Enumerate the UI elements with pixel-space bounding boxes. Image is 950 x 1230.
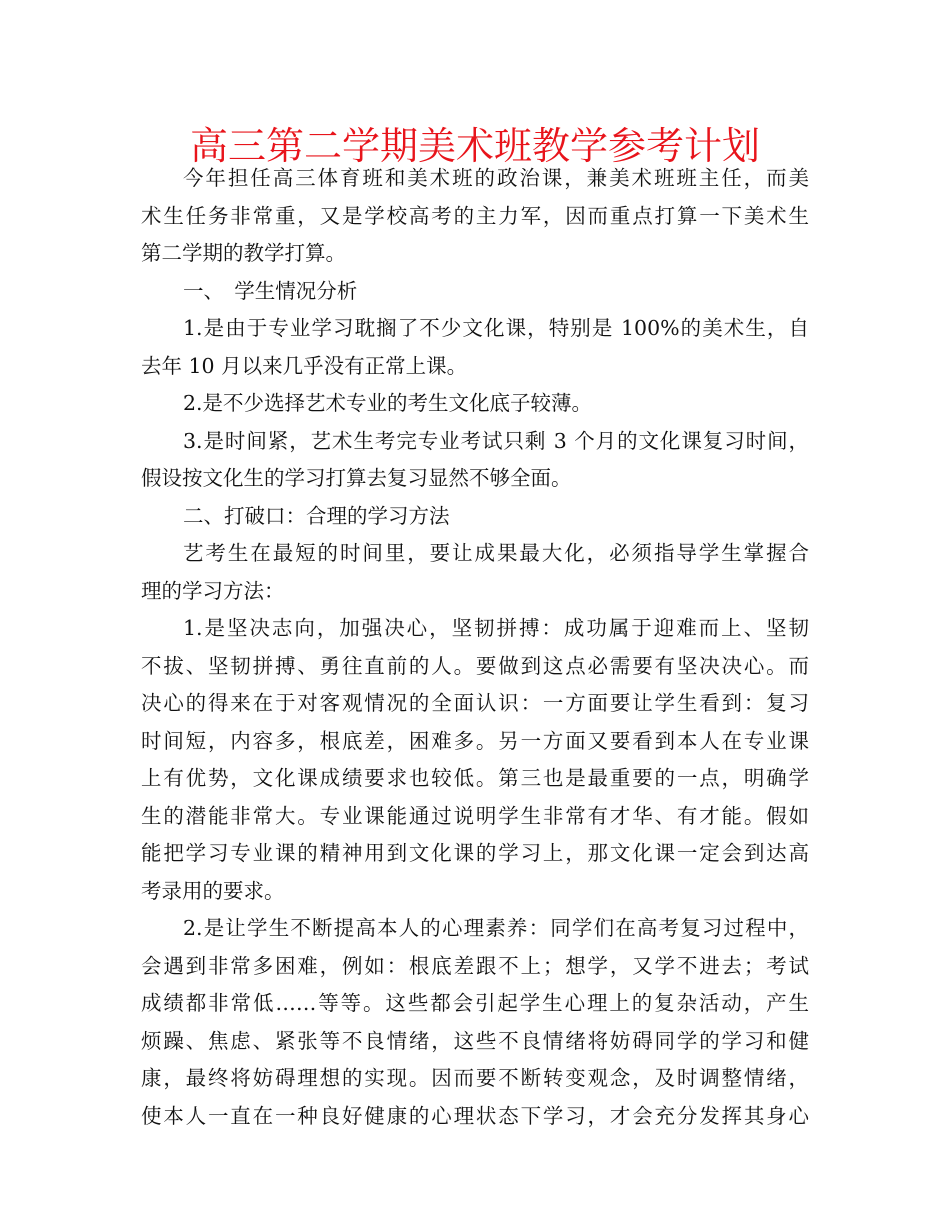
document-body (141, 160, 809, 1135)
paragraph-line: 一、 学生情况分析 (183, 278, 358, 303)
paragraph-line: 1.是由于专业学习耽搁了不少文化课，特别是 100%的美术生，自 (183, 316, 809, 340)
paragraph-line: 决心的得来在于对客观情况的全面认识：一方面要让学生看到：复习 (141, 691, 809, 715)
paragraph-line: 康，最终将妨碍理想的实现。因而要不断转变观念，及时调整情绪， (141, 1066, 809, 1090)
paragraph-line: 时间短，内容多，根底差，困难多。另一方面又要看到本人在专业课 (141, 728, 809, 753)
paragraph-line: 不拔、坚韧拼搏、勇往直前的人。要做到这点必需要有坚决决心。而 (141, 653, 809, 678)
paragraph-line: 理的学习方法： (141, 578, 285, 603)
paragraph-line: 3.是时间紧，艺术生考完专业考试只剩 3 个月的文化课复习时间， (183, 428, 809, 453)
paragraph-line: 术生任务非常重，又是学校高考的主力军，因而重点打算一下美术生 (141, 203, 809, 228)
paragraph-line: 能把学习专业课的精神用到文化课的学习上，那文化课一定会到达高 (141, 841, 809, 865)
paragraph-line: 烦躁、焦虑、紧张等不良情绪，这些不良情绪将妨碍同学的学习和健 (141, 1028, 809, 1053)
paragraph-line: 今年担任高三体育班和美术班的政治课，兼美术班班主任，而美 (183, 166, 809, 190)
paragraph-line: 假设按文化生的学习打算去复习显然不够全面。 (141, 466, 572, 490)
paragraph-line: 二、打破口：合理的学习方法 (183, 503, 450, 528)
paragraph-line: 考录用的要求。 (141, 878, 285, 903)
paragraph-line: 成绩都非常低……等等。这些都会引起学生心理上的复杂活动，产生 (141, 991, 809, 1015)
paragraph-line: 去年 10 月以来几乎没有正常上课。 (141, 353, 468, 378)
paragraph-line: 2.是让学生不断提高本人的心理素养：同学们在高考复习过程中， (183, 916, 809, 940)
paragraph-line: 2.是不少选择艺术专业的考生文化底子较薄。 (183, 391, 593, 415)
paragraph-line: 会遇到非常多困难，例如：根底差跟不上；想学，又学不进去；考试 (141, 953, 809, 978)
paragraph-line: 上有优势，文化课成绩要求也较低。第三也是最重要的一点，明确学 (141, 766, 809, 790)
document-title: 高三第二学期美术班教学参考计划 (189, 124, 760, 168)
paragraph-line: 生的潜能非常大。专业课能通过说明学生非常有才华、有才能。假如 (141, 803, 809, 828)
paragraph-line: 第二学期的教学打算。 (141, 241, 346, 265)
paragraph-line: 使本人一直在一种良好健康的心理状态下学习，才会充分发挥其身心 (141, 1103, 809, 1128)
paragraph-line: 1.是坚决志向，加强决心，坚韧拼搏：成功属于迎难而上、坚韧 (183, 616, 809, 640)
paragraph-line: 艺考生在最短的时间里，要让成果最大化，必须指导学生掌握合 (183, 541, 809, 565)
